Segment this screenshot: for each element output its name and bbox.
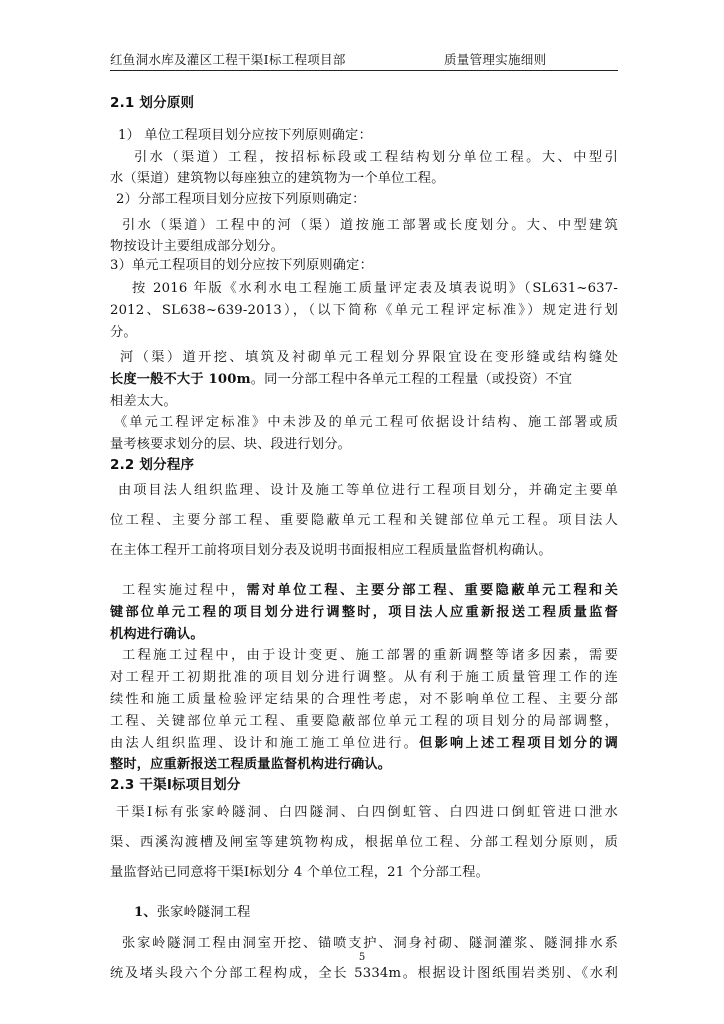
paragraph-line <box>110 371 618 389</box>
section-2-2-heading: 2.2 划分程序 <box>110 457 195 473</box>
paragraph-line: 物按设计主要组成部分划分。 <box>110 239 285 254</box>
paragraph-line: 键部位单元工程的项目划分进行调整时，项目法人应重新报送工程质量监督 <box>110 605 618 620</box>
paragraph-line: 对工程开工初期批准的项目划分进行调整。从有利于施工质量管理工作的连 <box>110 670 618 685</box>
plain-text: 工程实施过程中， <box>122 583 247 598</box>
paragraph-line: 3）单元工程项目的划分应按下列原则确定： <box>110 258 373 273</box>
subsection-1-heading <box>134 904 642 922</box>
paragraph-line: 位工程、主要分部工程、重要隐蔽单元工程和关键部位单元工程。项目法人 <box>110 513 618 528</box>
bold-text: 长度一般不大于 100m <box>110 372 251 387</box>
plain-text: 。同一分部工程中各单元工程的工程量（或投资）不宜 <box>250 372 573 387</box>
paragraph-line: 量考核要求划分的层、块、段进行划分。 <box>110 437 351 452</box>
paragraph-line: 水（渠道）建筑物以每座独立的建筑物为一个单位工程。 <box>110 171 445 186</box>
paragraph-line: 按 2016 年版《水利水电工程施工质量评定表及填表说明》（SL631~637- <box>132 281 618 296</box>
paragraph-line: 引水（渠道）工程，按招标标段或工程结构划分单位工程。大、中型引 <box>134 150 618 165</box>
page-number: 5 <box>358 952 366 963</box>
paragraph-line: 《单元工程评定标准》中未涉及的单元工程可依据设计结构、施工部署或质 <box>114 415 618 430</box>
header-project-name: 红鱼洞水库及灌区工程干渠Ⅰ标工程项目部 <box>110 52 346 67</box>
paragraph-line: 2）分部工程项目划分应按下列原则确定： <box>116 192 366 207</box>
paragraph-line: 2012、SL638~639-2013），（以下简称《单元工程评定标准》）规定进行划 <box>110 303 618 318</box>
paragraph-line: 渠、西溪沟渡槽及闸室等建筑物构成，根据单位工程、分部工程划分原则，质 <box>110 835 618 850</box>
paragraph-line: 1） 单位工程项目划分应按下列原则确定： <box>118 128 372 143</box>
paragraph-line: 续性和施工质量检验评定结果的合理性考虑，对不影响单位工程、主要分部 <box>110 692 618 707</box>
paragraph-line: 引水（渠道）工程中的河（渠）道按施工部署或长度划分。大、中型建筑 <box>122 218 618 233</box>
page-header <box>110 44 618 71</box>
paragraph-line <box>110 735 618 753</box>
bold-text: 但影响上述工程项目划分的调 <box>419 736 619 751</box>
subsection-title: 张家岭隧洞工程 <box>156 905 251 920</box>
paragraph-line: 河（渠）道开挖、填筑及衬砌单元工程划分界限宜设在变形缝或结构缝处 <box>120 350 618 365</box>
section-2-3-heading: 2.3 干渠Ⅰ标项目划分 <box>110 777 241 793</box>
paragraph-line: 工程施工过程中，由于设计变更、施工部署的重新调整等诸多因素，需要 <box>122 648 618 663</box>
paragraph-line: 在主体工程开工前将项目划分表及说明书面报相应工程质量监督机构确认。 <box>110 543 552 558</box>
paragraph-line <box>122 582 618 600</box>
section-2-1-heading: 2.1 划分原则 <box>110 95 195 111</box>
paragraph-line: 分。 <box>110 325 137 340</box>
paragraph-line: 工程、关键部位单元工程、重要隐蔽部位单元工程的项目划分的局部调整， <box>110 714 618 729</box>
subsection-number: 1、 <box>134 905 157 920</box>
paragraph-line: 相差太大。 <box>110 394 177 409</box>
paragraph-line: 机构进行确认。 <box>110 627 204 642</box>
paragraph-line: 量监督站已同意将干渠Ⅰ标划分 4 个单位工程，21 个分部工程。 <box>110 865 490 880</box>
paragraph-line: 统及堵头段六个分部工程构成，全长 5334m。根据设计图纸围岩类别、《水利 <box>110 966 618 981</box>
paragraph-line: 干渠Ⅰ标有张家岭隧洞、白四隧洞、白四倒虹管、白四进口倒虹管进口泄水 <box>116 805 618 820</box>
plain-text: 由法人组织监理、设计和施工施工单位进行。 <box>110 736 420 751</box>
header-document-title: 质量管理实施细则 <box>444 52 547 67</box>
paragraph-line: 由项目法人组织监理、设计及施工等单位进行工程项目划分，并确定主要单 <box>118 483 618 498</box>
bold-text: 需对单位工程、主要分部工程、重要隐蔽单元工程和关 <box>246 583 618 598</box>
paragraph-line: 张家岭隧洞工程由洞室开挖、锚喷支护、洞身衬砌、隧洞灌浆、隧洞排水系 <box>122 936 618 951</box>
paragraph-line: 整时，应重新报送工程质量监督机构进行确认。 <box>110 757 392 772</box>
